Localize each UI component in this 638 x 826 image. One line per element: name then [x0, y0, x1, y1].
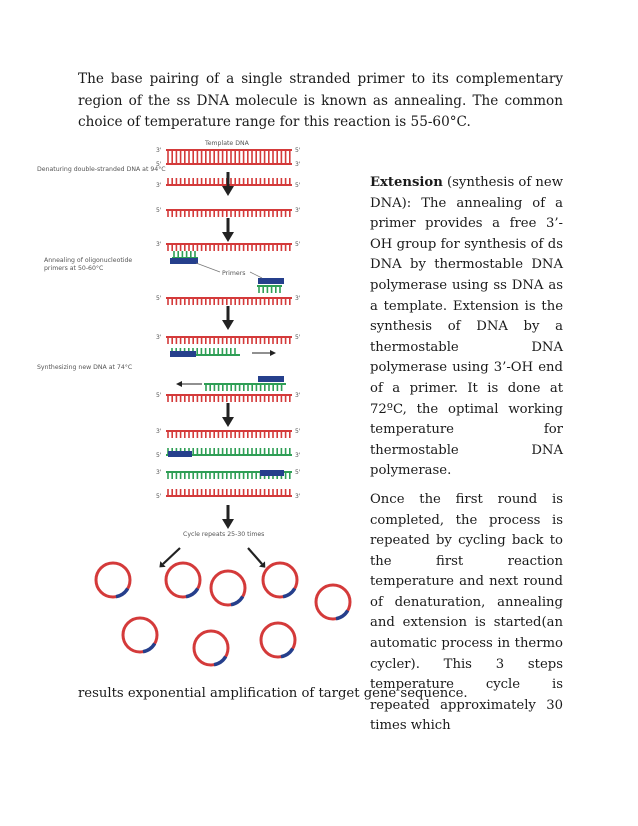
strand-bases [174, 251, 195, 258]
strand-end-label: 3' [295, 452, 301, 459]
step-label-anneal: Annealing of oligonucleotide primers at 50-60°C [44, 257, 133, 272]
synth-new-strand-right [204, 384, 286, 391]
product1-template [166, 431, 292, 438]
strand-end-label: 3' [295, 207, 301, 214]
strand-bases [259, 286, 280, 293]
strand-end-label: 5' [156, 295, 162, 302]
template-strand-bottom [166, 157, 292, 164]
plasmid-insert [281, 649, 293, 657]
strand-bases [168, 210, 290, 217]
strand-end-label: 3' [156, 241, 162, 248]
plasmid-insert [336, 611, 348, 619]
plasmid-products [96, 563, 350, 665]
plasmid-insert [143, 644, 155, 652]
plasmid-insert [116, 589, 128, 597]
down-arrow-head [222, 320, 234, 330]
anneal-template-top [166, 244, 292, 251]
down-arrow-head [222, 417, 234, 427]
step-label-cycle: Cycle repeats 25-30 times [183, 531, 265, 538]
step-arrows [159, 172, 276, 568]
right-column [370, 173, 563, 745]
strand-end-label: 3' [295, 161, 301, 168]
plasmid-circle [261, 623, 295, 657]
cycle-arrow [248, 548, 262, 564]
product2-template [166, 489, 292, 496]
synth-template-bottom [166, 395, 292, 402]
cycle-arrow [163, 548, 180, 564]
plasmid-circle [263, 563, 297, 597]
strand-end-label: 5' [156, 452, 162, 459]
plasmid-circle [96, 563, 130, 597]
synth-template-top [166, 337, 292, 344]
strand-bases [168, 395, 290, 402]
anneal-template-bottom [166, 298, 292, 305]
denatured-strand-bottom [166, 210, 292, 217]
plasmid-insert [214, 657, 226, 665]
strand-end-label: 5' [295, 241, 301, 248]
primer-right [258, 278, 284, 284]
strand-end-label: 5' [156, 392, 162, 399]
strand-bases [168, 150, 290, 157]
plasmid-insert [186, 589, 198, 597]
synth-direction-arrow-head [176, 381, 182, 387]
strand-end-label: 3' [156, 182, 162, 189]
strand-bases [168, 244, 290, 251]
template-strand-top [166, 150, 292, 157]
strand-bases [168, 157, 290, 164]
cycle-paragraph: Once the first round is completed, the process is repeated by cycling back to the first reaction temperature and next round of denaturation, annealing and extension is started(an automatic process in thermo cycler). This 3 steps temperature cycle is repeated approximately 30 times which [370, 491, 563, 734]
cycle-paragraph-tail: results exponential amplification of target gene sequence. [78, 686, 468, 701]
strand-end-label: 3' [295, 493, 301, 500]
strand-bases [168, 431, 290, 438]
strand-end-label: 5' [295, 147, 301, 154]
primer-pointer-left [196, 263, 220, 272]
synth-direction-arrow-head [270, 350, 276, 356]
primer-strand-right [257, 286, 282, 293]
down-arrow-head [222, 519, 234, 529]
synth-primer-right [258, 376, 284, 382]
plasmid-circle [166, 563, 200, 597]
strand-end-label: 5' [295, 334, 301, 341]
strand-end-label: 3' [156, 469, 162, 476]
strand-end-label: 3' [295, 392, 301, 399]
plasmid-circle [194, 631, 228, 665]
plasmid-insert [283, 589, 295, 597]
down-arrow-head [222, 186, 234, 196]
strand-end-label: 3' [156, 428, 162, 435]
primer-left [170, 258, 198, 264]
strand-end-label: 5' [156, 161, 162, 168]
strand-bases [168, 337, 290, 344]
strand-end-label: 5' [156, 207, 162, 214]
plasmid-circle [316, 585, 350, 619]
strand-end-label: 5' [156, 493, 162, 500]
synth-primer-left [170, 351, 196, 357]
step-label-denature: Denaturing double-stranded DNA at 94°C [37, 166, 166, 173]
intro-paragraph: The base pairing of a single stranded primer to its complementary region of the ss DNA molecule is known as annealing. The common choice of temperature range for this reaction is 55-60°C. [78, 71, 563, 130]
extension-definition: (synthesis of new DNA): The annealing of a primer provides a free 3’-OH group for synthesis of ds DNA by thermostable DNA polymerase using ss DNA as a template. Extension is the synthesis of DNA by a thermostable DNA polymerase using 3’-OH end of a primer. It is done at 72ºC, the optimal working temperature for thermostable DNA polymerase. [370, 175, 564, 479]
product1-primer [168, 451, 192, 457]
step-label-synthesize: Synthesizing new DNA at 74°C [37, 364, 133, 371]
strand-end-label: 5' [295, 428, 301, 435]
strand-bases [206, 384, 282, 391]
strand-bases [168, 298, 290, 305]
strand-end-label: 3' [295, 295, 301, 302]
primers-label: Primers [222, 270, 246, 277]
strand-bases [168, 489, 290, 496]
product2-primer [260, 470, 284, 476]
plasmid-circle [211, 571, 245, 605]
template-dna-label: Template DNA [205, 140, 249, 147]
strand-end-label: 3' [156, 147, 162, 154]
primer-strand-left [172, 251, 198, 258]
strand-end-label: 5' [295, 182, 301, 189]
plasmid-circle [123, 618, 157, 652]
strand-end-label: 3' [156, 334, 162, 341]
strand-end-label: 5' [295, 469, 301, 476]
down-arrow-head [222, 232, 234, 242]
primer-pointer-right [250, 272, 262, 278]
plasmid-insert [231, 597, 243, 605]
extension-paragraph [370, 173, 563, 482]
extension-term: Extension [370, 175, 443, 190]
